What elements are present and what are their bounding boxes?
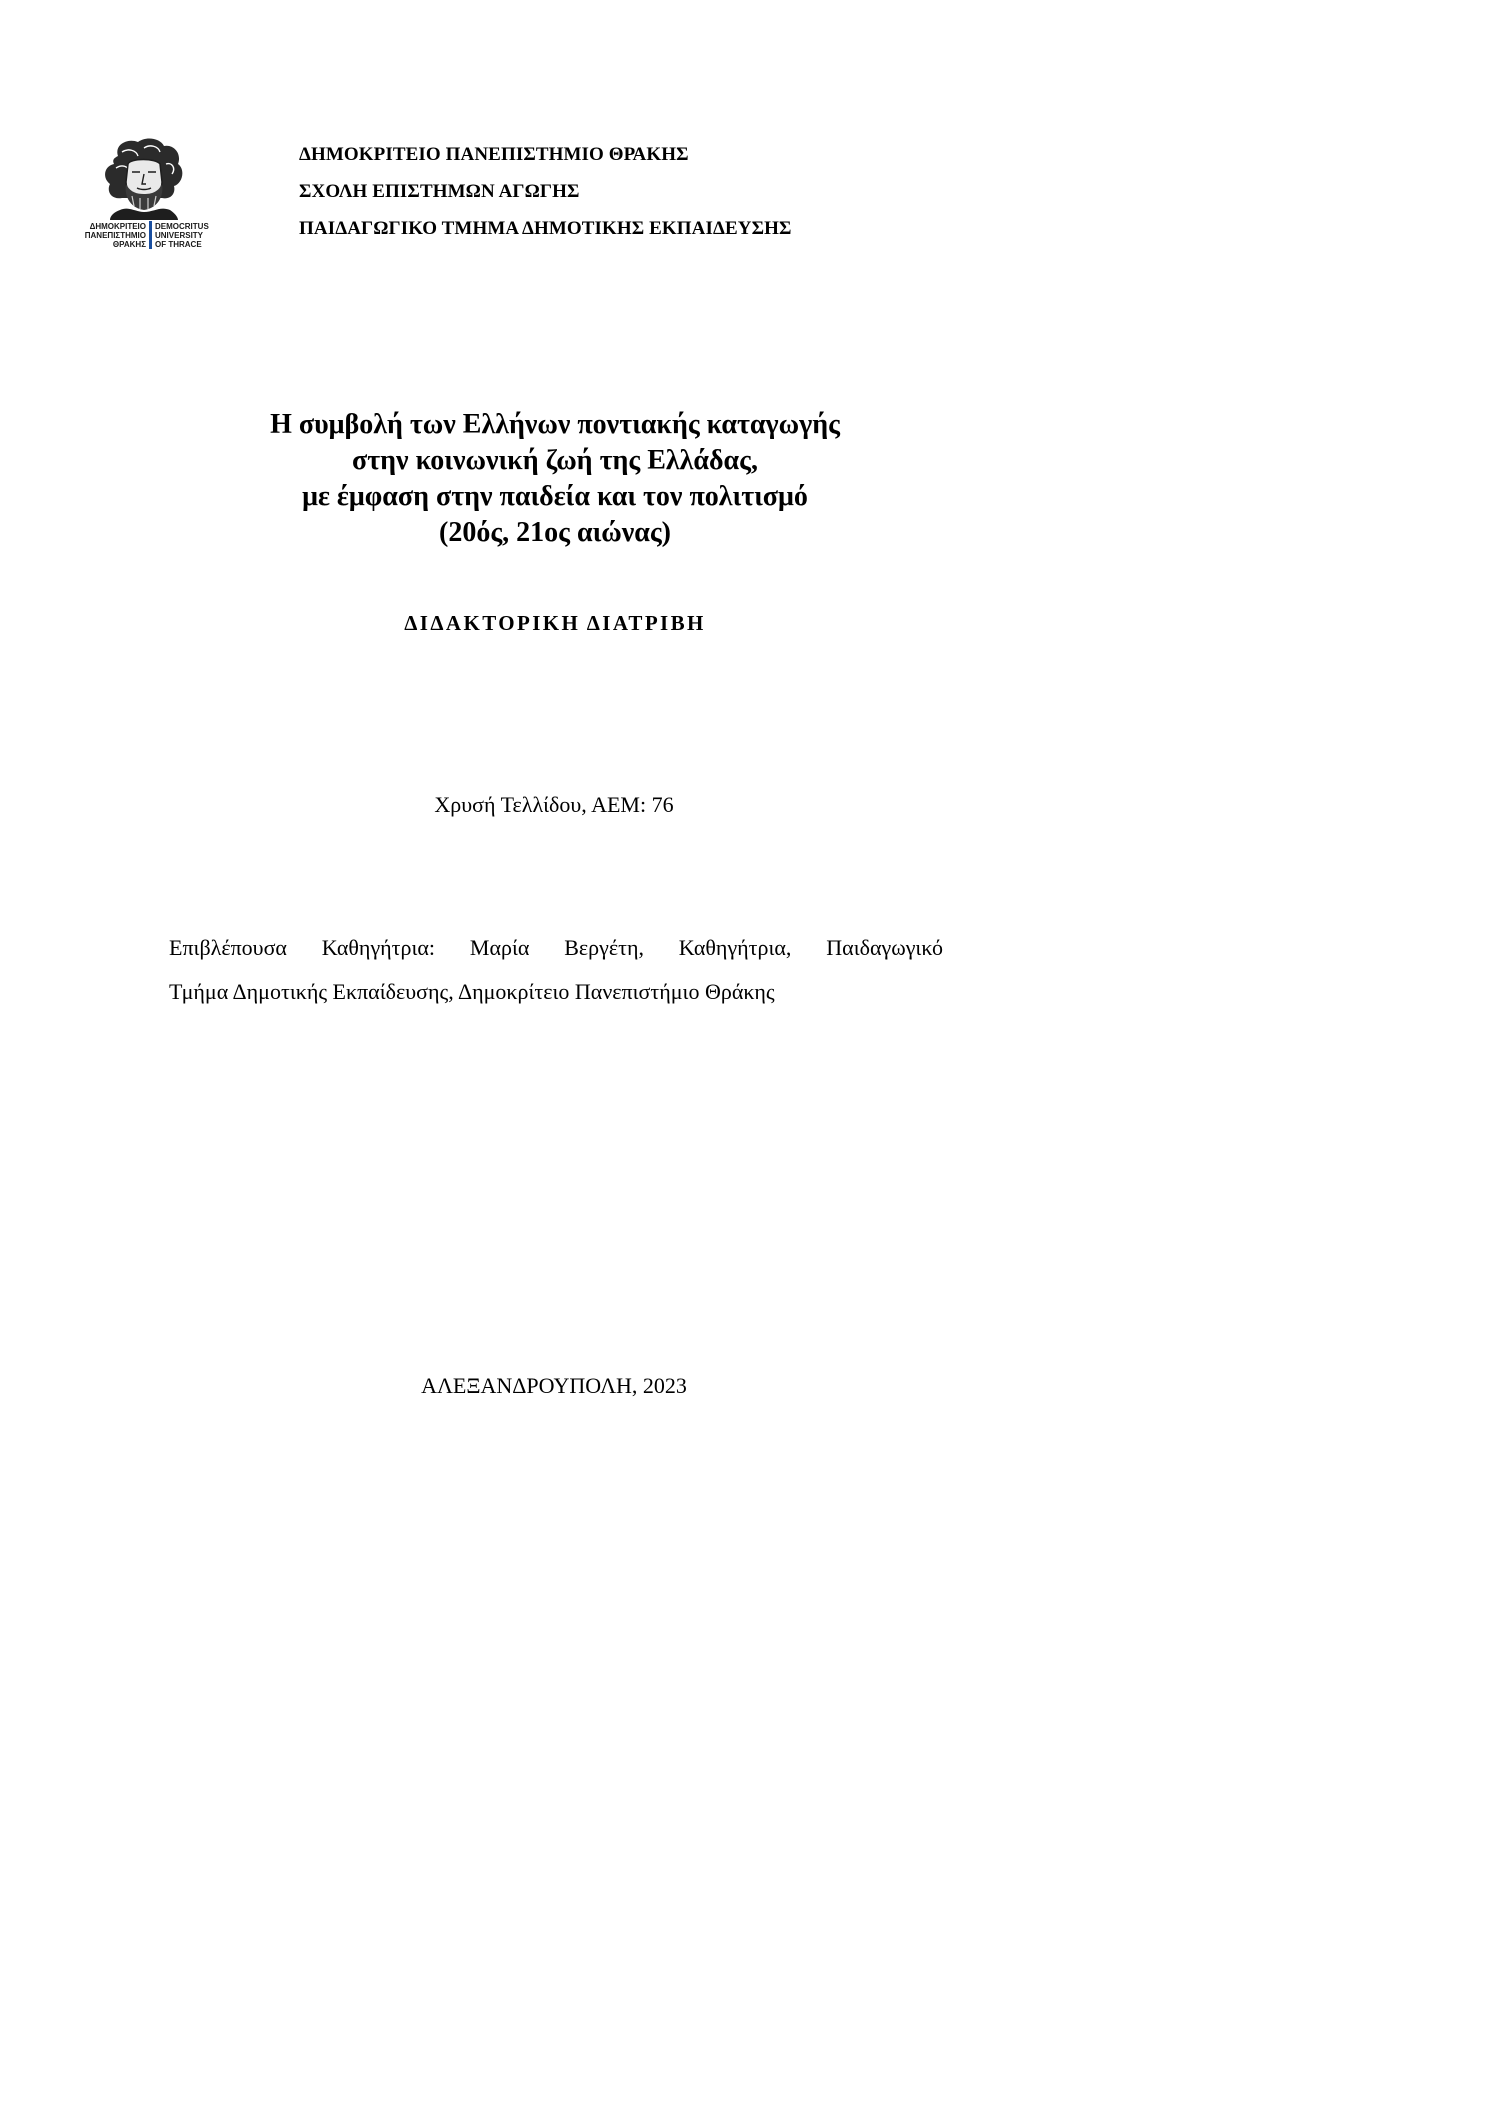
- university-name: ΔΗΜΟΚΡΙΤΕΙΟ ΠΑΝΕΠΙΣΤΗΜΙΟ ΘΡΑΚΗΣ: [299, 144, 689, 165]
- logo-text-gr-1: ΔΗΜΟΚΡΙΤΕΙΟ: [89, 222, 146, 231]
- supervisor-word: Καθηγήτρια:: [321, 935, 436, 960]
- title-line: Η συμβολή των Ελλήνων ποντιακής καταγωγής: [270, 409, 840, 440]
- logo-text-en-1: DEMOCRITUS: [155, 222, 209, 231]
- department-name: ΠΑΙΔΑΓΩΓΙΚΟ ΤΜΗΜΑ ΔΗΜΟΤΙΚΗΣ ΕΚΠΑΙΔΕΥΣΗΣ: [299, 218, 792, 239]
- democritus-bust-icon: [105, 139, 182, 220]
- title-line: με έμφαση στην παιδεία και τον πολιτισμό: [302, 481, 808, 512]
- logo-text: [85, 221, 210, 249]
- logo-text-gr-3: ΘΡΑΚΗΣ: [112, 240, 146, 249]
- title-line: (20ός, 21ος αιώνας): [439, 517, 671, 548]
- supervisor-block: [169, 926, 943, 1014]
- supervisor-word: Βεργέτη,: [564, 935, 644, 960]
- supervisor-line-2: Τμήμα Δημοτικής Εκπαίδευσης, Δημοκρίτειο Πανεπιστήμιο Θράκης: [169, 979, 775, 1004]
- logo-divider: [149, 221, 152, 249]
- institution-header: [299, 136, 792, 247]
- supervisor-line-1: [169, 926, 943, 970]
- document-type: ΔΙΔΑΚΤΟΡΙΚΗ ΔΙΑΤΡΙΒΗ: [404, 611, 706, 635]
- school-name: ΣΧΟΛΗ ΕΠΙΣΤΗΜΩΝ ΑΓΩΓΗΣ: [299, 181, 580, 202]
- title-line: στην κοινωνική ζωή της Ελλάδας,: [352, 445, 758, 476]
- logo-text-en-3: OF THRACE: [155, 240, 202, 249]
- supervisor-word: Μαρία: [469, 935, 530, 960]
- thesis-title: [0, 407, 1110, 551]
- supervisor-word: Επιβλέπουσα: [169, 935, 287, 960]
- place-and-year: ΑΛΕΞΑΝΔΡΟΥΠΟΛΗ, 2023: [421, 1373, 687, 1398]
- supervisor-word: Παιδαγωγικό: [826, 935, 943, 960]
- author: Χρυσή Τελλίδου, ΑΕΜ: 76: [434, 792, 674, 817]
- logo-text-en-2: UNIVERSITY: [155, 231, 204, 240]
- supervisor-word: Καθηγήτρια,: [678, 935, 792, 960]
- university-logo: [58, 134, 230, 252]
- logo-text-gr-2: ΠΑΝΕΠΙΣΤΗΜΙΟ: [84, 231, 146, 240]
